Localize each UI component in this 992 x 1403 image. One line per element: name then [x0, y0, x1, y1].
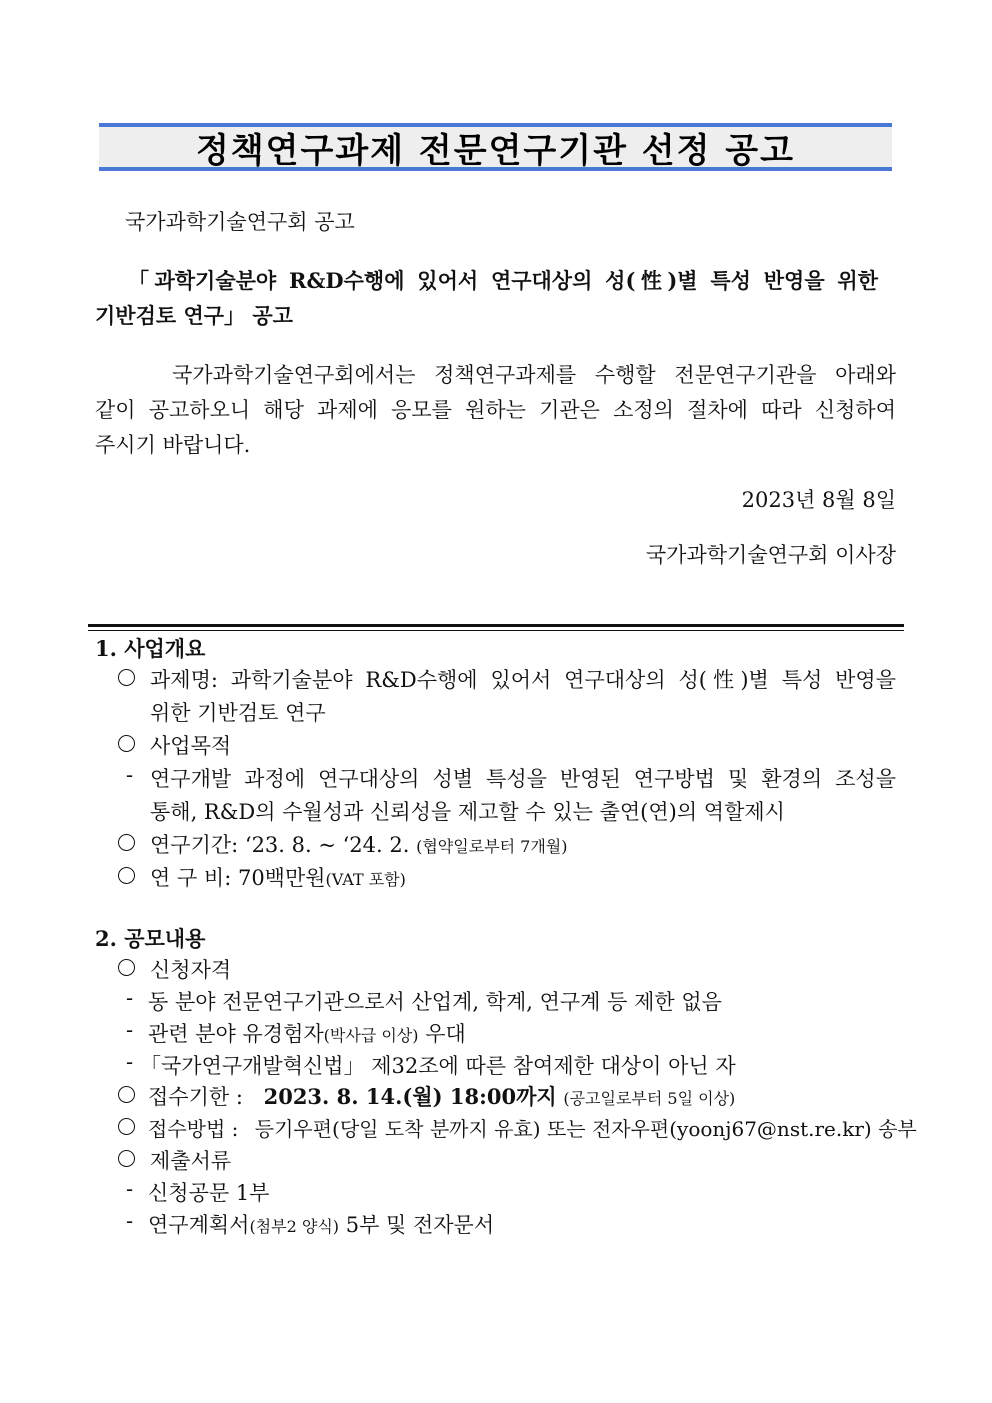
circle-bullet-icon: [118, 834, 135, 851]
qualification-item-1: 동 분야 전문연구기관으로서 산업계, 학계, 연구계 등 제한 없음: [148, 990, 722, 1014]
section-divider-thick: [88, 624, 904, 627]
circle-bullet-icon: [118, 1118, 135, 1135]
circle-bullet-icon: [118, 735, 135, 752]
circle-bullet-icon: [118, 959, 135, 976]
method-line: 접수방법 : 등기우편(당일 도착 분까지 유효) 또는 전자우편(yoonj67@nst.re.kr) 송부: [148, 1117, 917, 1141]
qualification-item-3: 「국가연구개발혁신법」 제32조에 따른 참여제한 대상이 아닌 자: [140, 1054, 736, 1078]
title-banner: [99, 123, 892, 171]
issuer-line: 국가과학기술연구회 공고: [125, 210, 355, 234]
purpose-line-1: 연구개발 과정에 연구대상의 성별 특성을 반영된 연구방법 및 환경의 조성을: [150, 767, 896, 791]
dash-marker: -: [126, 1177, 134, 1201]
circle-bullet-icon: [118, 669, 135, 686]
purpose-line-2: 통해, R&D의 수월성과 신뢰성을 제고할 수 있는 출연(연)의 역할제시: [150, 800, 785, 824]
announcement-date: 2023년 8월 8일: [741, 488, 896, 512]
documents-item-2: 연구계획서(첨부2 양식) 5부 및 전자문서: [148, 1213, 495, 1237]
section-1-heading: 1. 사업개요: [95, 636, 206, 661]
signer: 국가과학기술연구회 이사장: [645, 543, 896, 567]
section-2-heading: 2. 공모내용: [95, 926, 206, 951]
budget-line: 연 구 비: 70백만원(VAT 포함): [150, 866, 406, 890]
dash-marker: -: [126, 1209, 134, 1233]
page-title: 정책연구과제 전문연구기관 선정 공고: [195, 130, 795, 171]
documents-item-1: 신청공문 1부: [148, 1181, 270, 1205]
dash-marker: -: [126, 763, 134, 787]
qualification-item-2: 관련 분야 유경험자(박사급 이상) 우대: [148, 1022, 466, 1046]
qualification-label: 신청자격: [150, 958, 232, 982]
deadline-line: 접수기한 : 2023. 8. 14.(월) 18:00까지 (공고일로부터 5일 이상): [148, 1084, 736, 1109]
subject-line-2: 기반검토 연구」 공고: [95, 303, 293, 328]
purpose-label: 사업목적: [150, 734, 232, 758]
circle-bullet-icon: [118, 867, 135, 884]
dash-marker: -: [126, 1050, 134, 1074]
period-line: 연구기간: ‘23. 8. ~ ‘24. 2. (협약일로부터 7개월): [150, 833, 568, 857]
body-line-1: 국가과학기술연구회에서는 정책연구과제를 수행할 전문연구기관을 아래와: [172, 363, 896, 387]
body-line-3: 주시기 바랍니다.: [95, 433, 251, 457]
section-divider-thin: [88, 630, 904, 631]
circle-bullet-icon: [118, 1150, 135, 1167]
circle-bullet-icon: [118, 1086, 135, 1103]
task-name-line-1: 과제명: 과학기술분야 R&D수행에 있어서 연구대상의 성(性)별 특성 반영을: [150, 668, 896, 692]
dash-marker: -: [126, 986, 134, 1010]
dash-marker: -: [126, 1018, 134, 1042]
body-line-2: 같이 공고하오니 해당 과제에 응모를 원하는 기관은 소정의 절차에 따라 신청하여: [95, 398, 896, 422]
subject-line-1: 「과학기술분야 R&D수행에 있어서 연구대상의 성(性)별 특성 반영을 위한: [128, 268, 878, 293]
task-name-line-2: 위한 기반검토 연구: [150, 701, 326, 725]
documents-label: 제출서류: [150, 1149, 232, 1173]
